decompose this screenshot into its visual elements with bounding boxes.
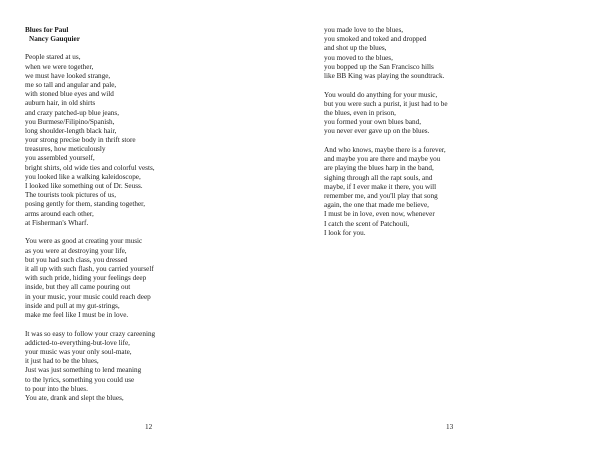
poem-line: you formed your own blues band, (324, 118, 422, 127)
poem-line: you looked like a walking kaleidoscope, (25, 172, 141, 181)
poem-line: you bopped up the San Francisco hills (324, 62, 434, 71)
poem-line: I look for you. (324, 228, 366, 237)
poem-line: addicted-to-everything-but-love life, (25, 338, 130, 347)
poem-line: in your music, your music could reach deep (25, 292, 151, 301)
poem-line: you smoked and toked and dropped (324, 35, 427, 44)
poem-line: It was so easy to follow your crazy careening (25, 329, 156, 338)
stanza (25, 237, 155, 320)
poem-line: again, the one that made me believe, (324, 201, 429, 210)
poem-line: and crazy patched-up blue jeans, (25, 108, 119, 117)
poem-line: with such pride, hiding your feelings deep (25, 274, 147, 283)
poem-line: when we were together, (25, 62, 94, 71)
poem-line: you never ever gave up on the blues. (324, 127, 430, 136)
poem-line: at Fisherman's Wharf. (25, 218, 89, 227)
poem-line: sighing through all the rapt souls, and (324, 173, 433, 182)
poem-author: Nancy Gauquier (29, 35, 80, 44)
right-page-text (324, 26, 448, 247)
poem-line: inside and pull at my gut-strings, (25, 301, 120, 310)
poem-line: And who knows, maybe there is a forever, (324, 146, 446, 155)
stanza (324, 26, 448, 81)
poem-line: you Burmese/Filipino/Spanish, (25, 117, 115, 126)
stanza (324, 146, 448, 238)
poem-line: The tourists took pictures of us, (25, 191, 117, 200)
poem-line: treasures, how meticulously (25, 145, 106, 154)
poem-line: you moved to the blues, (324, 53, 393, 62)
poem-line: but you were such a purist, it just had to be (324, 99, 448, 108)
poem-line: and maybe you are there and maybe you (324, 155, 441, 164)
poem-line: your strong precise body in thrift store (25, 136, 136, 145)
poem-line: the blues, even in prison, (324, 109, 396, 117)
poem-line: I catch the scent of Patchouli, (324, 219, 410, 228)
poem-line: as you were at destroying your life, (25, 246, 127, 255)
left-page-text (25, 26, 155, 413)
poem-line: I looked like something out of Dr. Seuss. (25, 182, 143, 191)
poem-line: You would do anything for your music, (324, 90, 438, 99)
poem-line: are playing the blues harp in the band, (324, 164, 434, 173)
poem-line: to the lyrics, something you could use (25, 375, 135, 384)
stanza (25, 53, 155, 228)
poem-line: like BB King was playing the soundtrack. (324, 71, 445, 80)
poem-line: remember me, and you'll play that song (324, 192, 438, 200)
poem-line: make me feel like I must be in love. (25, 310, 129, 319)
poem-line: your music was your only soul-mate, (25, 348, 132, 357)
poem-line: arms around each other, (25, 209, 94, 218)
poem-line: posing gently for them, standing together, (25, 200, 146, 209)
poem-line: People stared at us, (25, 53, 81, 62)
poem-line: You were as good at creating your music (25, 237, 143, 246)
poem-line: to pour into the blues. (25, 384, 88, 393)
poem-line: maybe, if I ever make it there, you will (324, 182, 437, 191)
poem-line: with stoned blue eyes and wild (25, 90, 114, 99)
right-page (300, 0, 600, 450)
poem-line: I must be in love, even now, whenever (324, 210, 435, 219)
poem-line: me so tall and angular and pale, (25, 80, 117, 89)
poem-line: it just had to be the blues, (25, 357, 99, 366)
stanza (25, 330, 155, 404)
poem-line: you assembled yourself, (25, 154, 95, 163)
poem-line: inside, but they all came pouring out (25, 283, 131, 292)
page-number-left: 12 (145, 423, 153, 431)
poem-line: it all up with such flash, you carried yourself (25, 265, 154, 274)
poem-line: bright shirts, old wide ties and colorful vests, (25, 163, 155, 172)
poem-line: but you had such class, you dressed (25, 255, 128, 264)
stanza (324, 91, 448, 137)
poem-line: long shoulder-length black hair, (25, 126, 117, 135)
poem-line: auburn hair, in old shirts (25, 99, 96, 108)
poem-line: you made love to the blues, (324, 26, 404, 34)
poem-line: we must have looked strange, (25, 71, 111, 80)
page-number-right: 13 (446, 423, 454, 431)
poem-line: and shot up the blues, (324, 44, 387, 53)
poem-line: You ate, drank and slept the blues, (25, 393, 124, 402)
poem-title: Blues for Paul (25, 26, 69, 34)
poem-line: Just was just something to lend meaning (25, 366, 142, 375)
